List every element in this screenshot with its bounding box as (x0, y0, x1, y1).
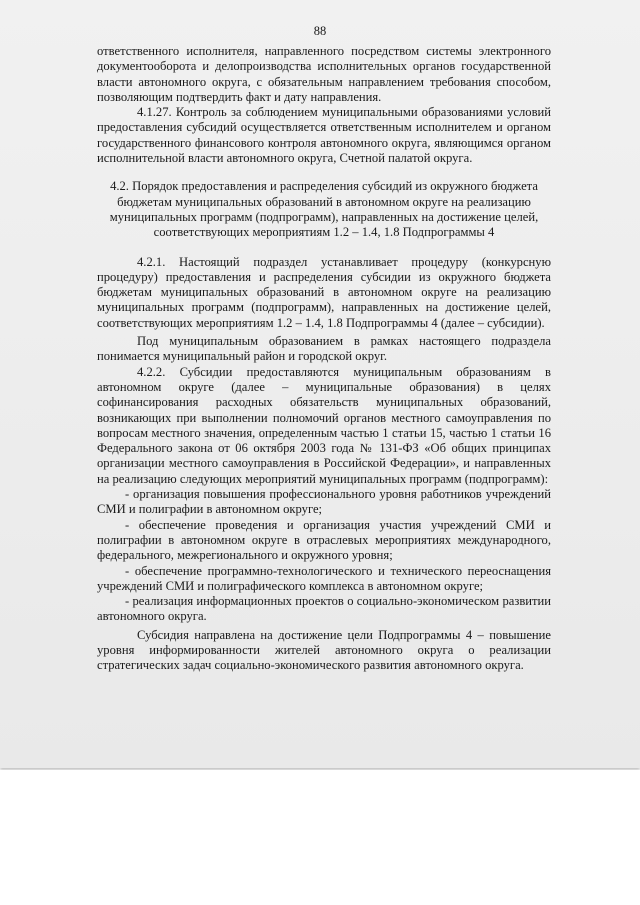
list-item: - реализация информационных проектов о социально-экономическом развитии автономного округа. (97, 594, 551, 624)
page-number: 88 (313, 24, 327, 38)
blank-area (0, 770, 640, 905)
paragraph-subsidy-goal: Субсидия направлена на достижение цели Подпрограммы 4 – повышение уровня информированности жителей автономного округа о реализации стратегических задач социально-экономического развития автономного округа. (97, 627, 551, 673)
section-heading-4-2: 4.2. Порядок предоставления и распределения субсидий из окружного бюджета бюджетам муниципальных образований в автономном округе на реализацию муниципальных программ (подпрограмм), направленных на достижение целей, соответствующих мероприятиям 1.2 – 1.4, 1.8 Подпрограммы 4 (109, 179, 539, 240)
paragraph-4-2-1: 4.2.1. Настоящий подраздел устанавливает процедуру (конкурсную процедуру) предоставления и распределения субсидии из окружного бюджета бюджетам муниципальных образований в автономном округе на реализацию муниципальных программ (подпрограмм), направленных на достижение целей, соответствующих мероприятиям 1.2 – 1.4, 1.8 Подпрограммы 4 (далее – субсидии). (97, 254, 551, 330)
list-item: - обеспечение программно-технологического и технического переоснащения учреждений СМИ и полиграфического комплекса в автономном округе; (97, 563, 551, 593)
paragraph-continuation: ответственного исполнителя, направленного посредством системы электронного документооборота и делопроизводства исполнительных органов государственной власти автономного округа, с обязательным направлением требования способом, позволяющим подтвердить факт и дату направления. (97, 44, 551, 104)
paragraph-4-2-2: 4.2.2. Субсидии предоставляются муниципальным образованиям в автономном округе (далее – муниципальные образования) в целях софинансирования расходных обязательств муниципальных образований, возникающих при выполнении полномочий органов местного самоуправления по вопросам местного значения, определенным частью 1 статьи 15, частью 1 статьи 16 Федерального закона от 06 октября 2003 года № 131-ФЗ «Об общих принципах организации местного самоуправления в Российской Федерации», и направленных на реализацию следующих мероприятий муниципальных программ (подпрограмм): (97, 364, 551, 486)
document-body (97, 44, 551, 674)
paragraph-4-1-27: 4.1.27. Контроль за соблюдением муниципальными образованиями условий предоставления субсидий осуществляется ответственным исполнителем и органом государственного финансового контроля автономного округа, являющимся органом исполнительной власти автономного округа, Счетной палатой округа. (97, 105, 551, 166)
list-item: - организация повышения профессионального уровня работников учреждений СМИ и полиграфии в автономном округе; (97, 487, 551, 517)
paragraph-municipal-definition: Под муниципальным образованием в рамках настоящего подраздела понимается муниципальный район и городской округ. (97, 334, 551, 364)
list-item: - обеспечение проведения и организация участия учреждений СМИ и полиграфии в автономном округе в отраслевых мероприятиях международного, федерального, межрегионального и окружного уровня; (97, 517, 551, 563)
